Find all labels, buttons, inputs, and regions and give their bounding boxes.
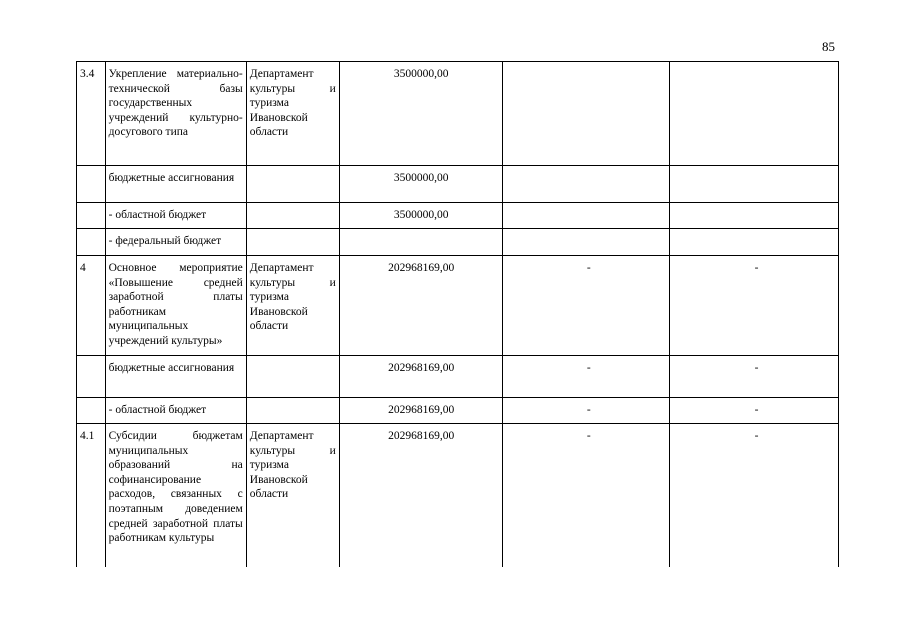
amount-total: 202968169,00 bbox=[339, 356, 503, 398]
activity-name: Основное мероприятие «Повышение средней заработной платы работникам муниципальных учреждений культуры» bbox=[105, 256, 246, 356]
responsible-department bbox=[246, 203, 339, 229]
row-number: 4.1 bbox=[77, 424, 106, 567]
program-table bbox=[76, 61, 839, 567]
responsible-department bbox=[246, 166, 339, 203]
amount-year-3 bbox=[670, 166, 839, 203]
responsible-department: Департамент культуры и туризма Ивановской области bbox=[246, 62, 339, 166]
table-row bbox=[77, 356, 839, 398]
table-body bbox=[77, 62, 839, 567]
amount-year-3: - bbox=[670, 398, 839, 424]
table-row bbox=[77, 229, 839, 256]
table-row bbox=[77, 398, 839, 424]
amount-year-3: - bbox=[670, 424, 839, 567]
amount-year-2: - bbox=[503, 356, 670, 398]
table-row bbox=[77, 424, 839, 567]
row-number bbox=[77, 398, 106, 424]
activity-name: - областной бюджет bbox=[105, 398, 246, 424]
row-number bbox=[77, 229, 106, 256]
row-number bbox=[77, 203, 106, 229]
table-row bbox=[77, 203, 839, 229]
amount-year-3 bbox=[670, 229, 839, 256]
table-row bbox=[77, 256, 839, 356]
activity-name: бюджетные ассигнования bbox=[105, 166, 246, 203]
activity-name: бюджетные ассигнования bbox=[105, 356, 246, 398]
amount-year-3: - bbox=[670, 356, 839, 398]
amount-total: 202968169,00 bbox=[339, 424, 503, 567]
responsible-department: Департамент культуры и туризма Ивановской области bbox=[246, 256, 339, 356]
amount-year-3 bbox=[670, 62, 839, 166]
page-number: 85 bbox=[822, 39, 835, 54]
amount-total: 3500000,00 bbox=[339, 203, 503, 229]
amount-year-2 bbox=[503, 229, 670, 256]
amount-total bbox=[339, 229, 503, 256]
activity-name: - федеральный бюджет bbox=[105, 229, 246, 256]
amount-year-2: - bbox=[503, 424, 670, 567]
amount-total: 3500000,00 bbox=[339, 166, 503, 203]
amount-year-2: - bbox=[503, 256, 670, 356]
amount-total: 3500000,00 bbox=[339, 62, 503, 166]
amount-total: 202968169,00 bbox=[339, 256, 503, 356]
responsible-department bbox=[246, 356, 339, 398]
responsible-department: Департамент культуры и туризма Ивановской области bbox=[246, 424, 339, 567]
amount-total: 202968169,00 bbox=[339, 398, 503, 424]
amount-year-3 bbox=[670, 203, 839, 229]
row-number bbox=[77, 356, 106, 398]
amount-year-3: - bbox=[670, 256, 839, 356]
amount-year-2 bbox=[503, 203, 670, 229]
responsible-department bbox=[246, 398, 339, 424]
activity-name: - областной бюджет bbox=[105, 203, 246, 229]
amount-year-2 bbox=[503, 62, 670, 166]
activity-name: Субсидии бюджетам муниципальных образований на софинансирование расходов, связанных с поэтапным доведением средней заработной платы работникам культуры bbox=[105, 424, 246, 567]
table-row bbox=[77, 166, 839, 203]
responsible-department bbox=[246, 229, 339, 256]
amount-year-2: - bbox=[503, 398, 670, 424]
row-number: 4 bbox=[77, 256, 106, 356]
activity-name: Укрепление материально-технической базы государственных учреждений культурно-досугового типа bbox=[105, 62, 246, 166]
row-number bbox=[77, 166, 106, 203]
amount-year-2 bbox=[503, 166, 670, 203]
row-number: 3.4 bbox=[77, 62, 106, 166]
table-row bbox=[77, 62, 839, 166]
